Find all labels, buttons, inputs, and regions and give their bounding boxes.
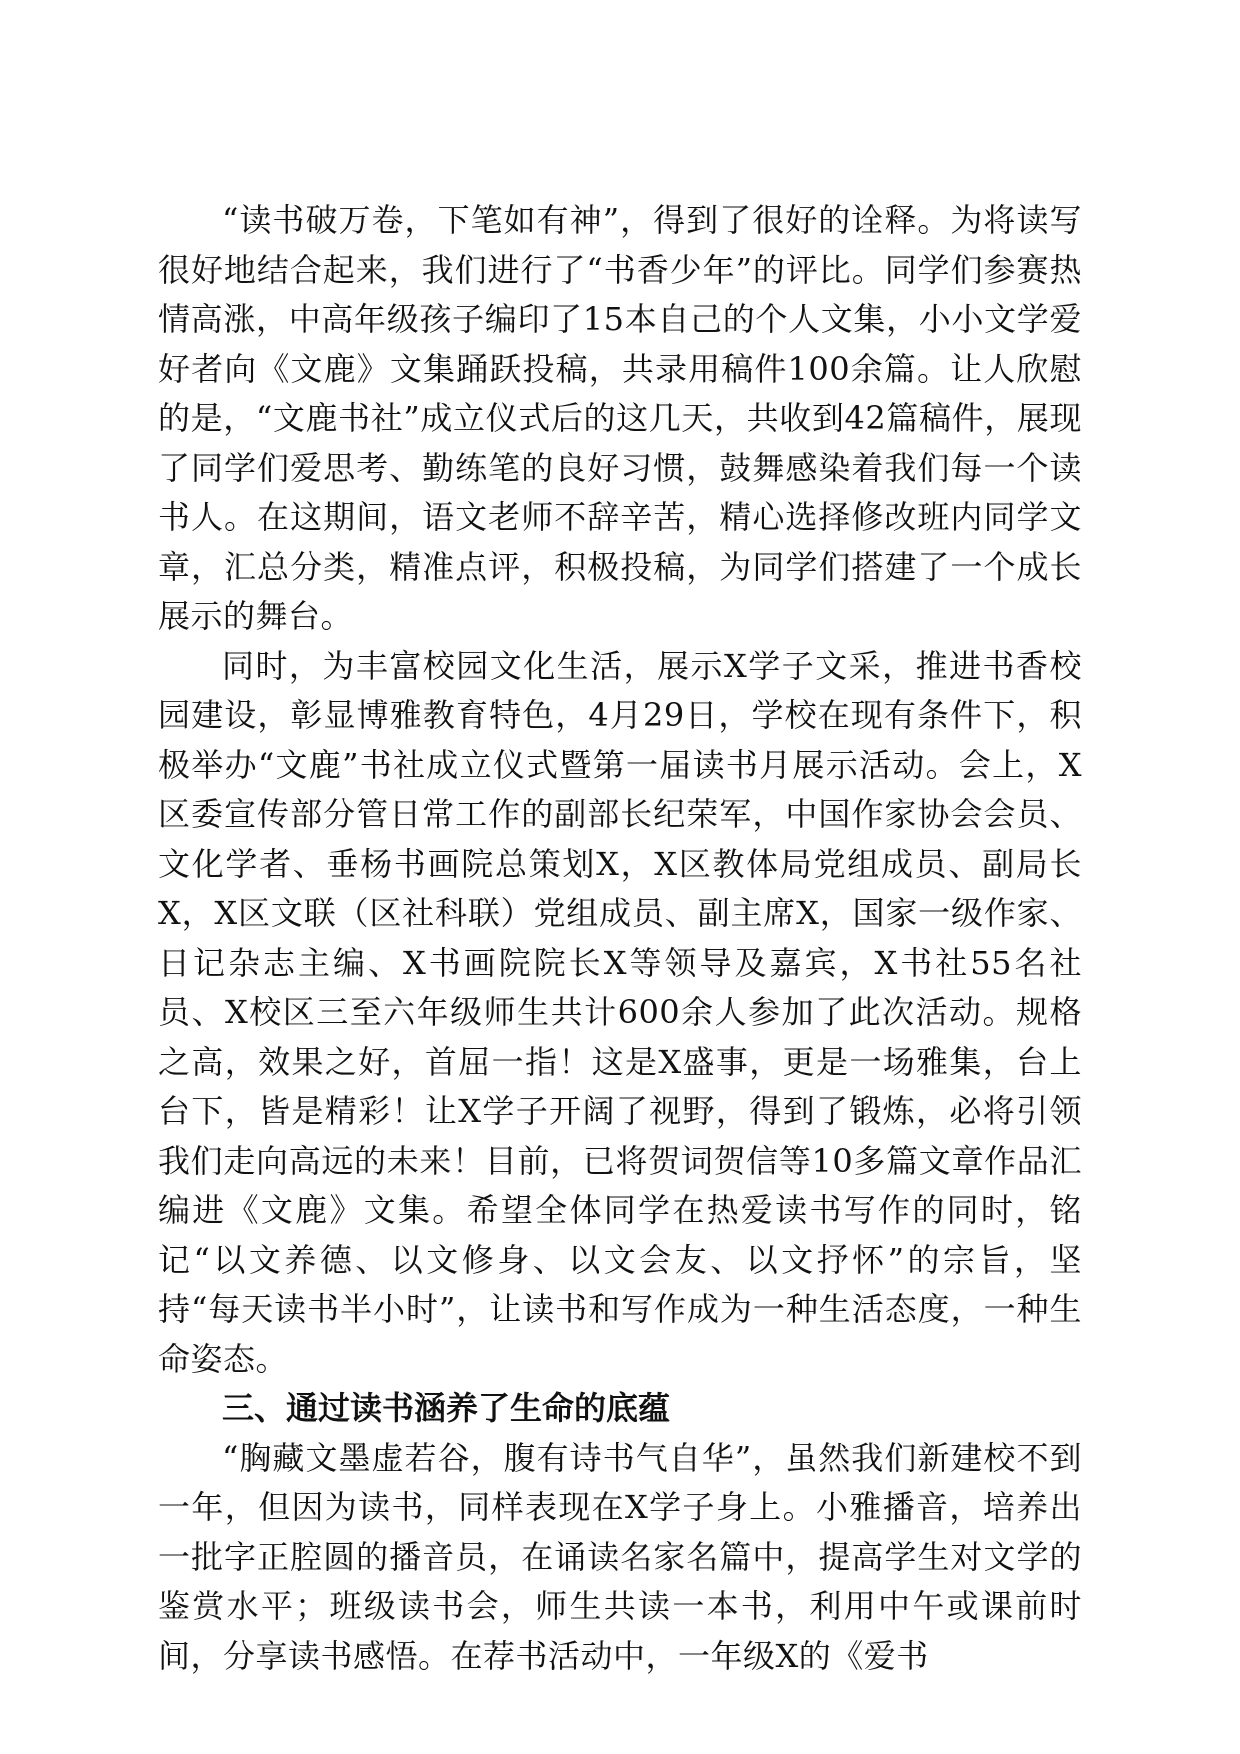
section-heading: 三、通过读书涵养了生命的底蕴 — [222, 1389, 671, 1427]
body-paragraph-reading-writing: “读书破万卷，下笔如有神”，得到了很好的诠释。为将读写很好地结合起来，我们进行了“书香少年”的评比。同学们参赛热情高涨，中高年级孩子编印了15本自己的个人文集，小小文学爱好者向《文鹿》文集踊跃投稿，共录用稿件100余篇。让人欣慰的是，“文鹿书社”成立仪式后的这几天，共收到42篇稿件，展现了同学们爱思考、勤练笔的良好习惯，鼓舞感染着我们每一个读书人。在这期间，语文老师不辞辛苦，精心选择修改班内同学文章，汇总分类，精准点评，积极投稿，为同学们搭建了一个成长展示的舞台。 — [158, 201, 1082, 635]
body-paragraph-reading-cultivation: “胸藏文墨虚若谷，腹有诗书气自华”，虽然我们新建校不到一年，但因为读书，同样表现在X学子身上。小雅播音，培养出一批字正腔圆的播音员，在诵读名家名篇中，提高学生对文学的鉴赏水平；班级读书会，师生共读一本书，利用中午或课前时间，分享读书感悟。在荐书活动中，一年级X的《爱书 — [158, 1438, 1082, 1675]
body-paragraph-book-club-ceremony: 同时，为丰富校园文化生活，展示X学子文采，推进书香校园建设，彰显博雅教育特色，4月29日，学校在现有条件下，积极举办“文鹿”书社成立仪式暨第一届读书月展示活动。会上，X区委宣传部分管日常工作的副部长纪荣军，中国作家协会会员、文化学者、垂杨书画院总策划X，X区教体局党组成员、副局长X，X区文联（区社科联）党组成员、副主席X，国家一级作家、日记杂志主编、X书画院院长X等领导及嘉宾，X书社55名社员、X校区三至六年级师生共计600余人参加了此次活动。规格之高，效果之好，首屈一指！这是X盛事，更是一场雅集，台上台下，皆是精彩！让X学子开阔了视野，得到了锻炼，必将引领我们走向高远的未来！目前，已将贺词贺信等10多篇文章作品汇编进《文鹿》文集。希望全体同学在热爱读书写作的同时，铭记“以文养德、以文修身、以文会友、以文抒怀”的宗旨，坚持“每天读书半小时”，让读书和写作成为一种生活态度，一种生命姿态。 — [158, 646, 1082, 1378]
document-page — [158, 196, 1082, 1681]
